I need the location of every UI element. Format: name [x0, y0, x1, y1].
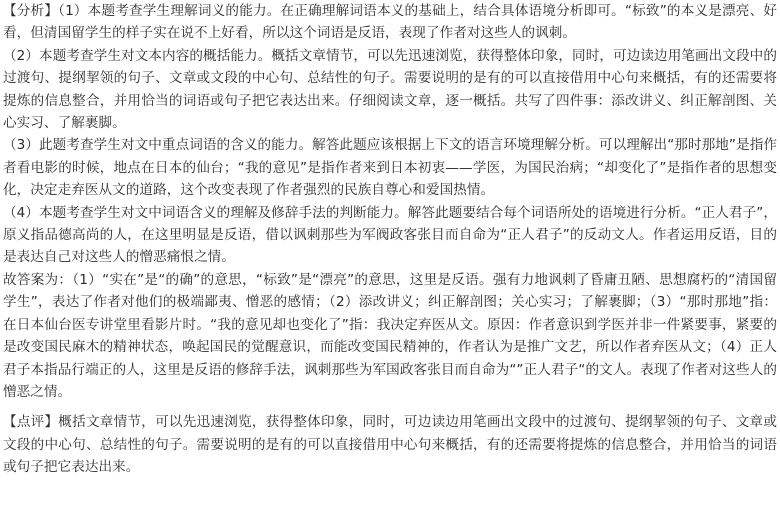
analysis-paragraph-2: （2）本题考查学生对文本内容的概括能力。概括文章情节，可以先迅速浏览，获得整体印象，同时，可边读边用笔画出文段中的过渡句、提纲挈领的句子、文章或文段的中心句、总结性的句子。需要说明的是有的可以直接借用中心句来概括，有的还需要将提炼的信息整合，并用恰当的词语或句子把它表达出来。仔细阅读文章，逐一概括。共写了四件事：添改讲义、纠正解剖图、关心实习、了解裹脚。	[3, 47, 777, 132]
answer-summary-paragraph: 故答案为：（1）“实在”是“的确”的意思，“标致”是“漂亮”的意思，这里是反语。强有力地讽刺了昏庸丑陋、思想腐朽的“清国留学生”，表达了作者对他们的极端鄙夷、憎恶的感情；（2）添改讲义；纠正解剖图；关心实习；了解裹脚；（3）“那时那地”指：在日本仙台医专讲堂里看影片时。“我的意见却也变化了”指：我决定弃医从文。原因：作者意识到学医并非一件紧要事，紧要的是改变国民麻木的精神状态，唤起国民的觉醒意识，而能改变国民精神的，作者认为是推广文艺，所以作者弃医从文；（4）正人君子本指品行端正的人，这里是反语的修辞手法，讽刺那些为军国政客张目而自命为“”正人君子“的文人。表现了作者对这些人的憎恶之情。	[3, 271, 777, 400]
analysis-paragraph-4: （4）本题考查学生对文中词语含义的理解及修辞手法的判断能力。解答此题要结合每个词语所处的语境进行分析。“正人君子”，原义指品德高尚的人，在这里明显是反语，借以讽刺那些为军阀政客张目而自命为“正人君子”的反动文人。作者运用反语，目的是表达自己对这些人的憎恶痛恨之情。	[3, 204, 777, 266]
section-divider-space	[3, 403, 777, 411]
comment-paragraph: 【点评】概括文章情节，可以先迅速浏览，获得整体印象，同时，可边读边用笔画出文段中的过渡句、提纲挈领的句子、文章或文段的中心句、总结性的句子。需要说明的是有的可以直接借用中心句来概括，有的还需要将提炼的信息整合，并用恰当的词语或句子把它表达出来。	[3, 414, 777, 476]
answer-explanation-document	[3, 0, 777, 479]
analysis-paragraph-3: （3）此题考查学生对文中重点词语的含义的能力。解答此题应该根据上下文的语言环境理解分析。可以理解出“那时那地”是指作者看电影的时候，地点在日本的仙台；“我的意见”是指作者来到日本初衷——学医，为国民治病；“却变化了”是指作者的思想变化，决定走弃医从文的道路，这个改变表现了作者强烈的民族自尊心和爱国热情。	[3, 137, 777, 199]
analysis-paragraph-1: 【分析】（1）本题考查学生理解词义的能力。在正确理解词语本义的基础上，结合具体语境分析即可。“标致”的本义是漂亮、好看，但清国留学生的样子实在说不上好看，所以这个词语是反语，表现了作者对这些人的讽刺。	[3, 3, 777, 42]
